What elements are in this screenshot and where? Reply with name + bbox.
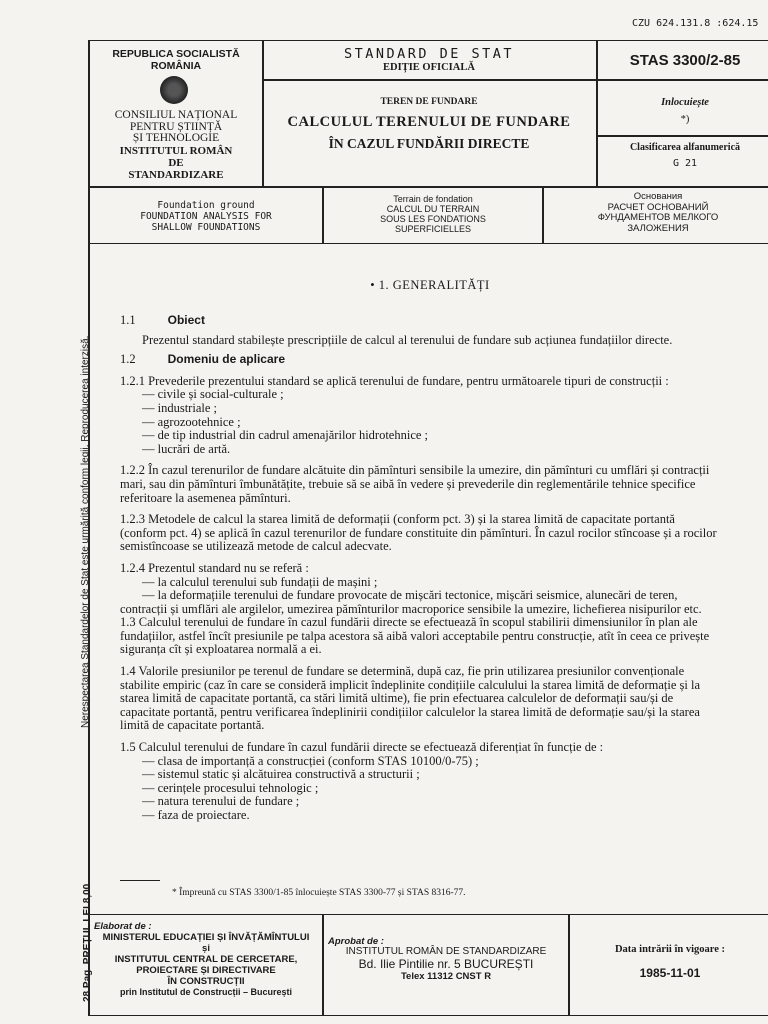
translation-russian: Основания РАСЧЕТ ОСНОВАНИЙ ФУНДАМЕНТОВ МЕЛКОГО ЗАЛОЖЕНИЯ [597,191,719,234]
section-1-4-text: 1.4 Valorile presiunilor pe terenul de fundare se determină, după caz, fie prin utilizarea presiunilor convenționale stabilite empiric (caz în care se consideră implicit îndeplinite condițiile calculului la starea limită de deformație și la starea limită de capacitate portantă, ca stări limită ultime), fie prin efectuarea calculelor de deformații sau/și de capacitate portantă, pentru verificarea îndeplinirii condițiilor calculelor la starea limită de deformație sau/și la starea limită de capacitate portantă. [120,664,700,733]
list-item: — agrozootehnice ; [142,414,241,429]
stas-code: STAS 3300/2-85 [629,52,741,69]
domain-label: TEREN DE FUNDARE [380,97,478,107]
republic-label: REPUBLICA SOCIALISTĂ ROMÂNIA [112,48,240,72]
title-line-2: ÎN CAZUL FUNDĂRII DIRECTE [328,136,530,151]
czu-code: CZU 624.131.8 :624.15 [632,18,759,29]
list-item: — faza de proiectare. [142,808,250,822]
section-1-3-text: 1.3 Calculul terenului de fundare în cazul fundării directe se efectuează în scopul stabilirii dimensiunilor în plan ale fundațiilor, astfel încît presiunile pe talpa acestora să aibă valori acceptabile pentru construcție, atît în ceea ce privește siguranța cît și exploatarea normală a ei. [120,615,710,657]
list-item: — clasa de importanță a construcției (conform STAS 10100/0-75) ; [142,753,479,768]
elaborated-by-org: MINISTERUL EDUCAȚIEI ȘI ÎNVĂȚĂMÎNTULUI și INSTITUTUL CENTRAL DE CERCETARE, PROIECTARE ȘI DIRECTIVARE ÎN CONSTRUCȚII prin Institutul de Construcții – București [102,932,310,997]
council-label: CONSILIUL NAȚIONAL PENTRU ȘTIINȚĂ ȘI TEHNOLOGIE [114,109,238,144]
list-item: — cerințele procesului tehnologic ; [142,780,319,795]
document-body [120,314,720,823]
section-1-2-heading: 1.2 Domeniu de aplicare [120,352,285,367]
footnote: * Împreună cu STAS 3300/1-85 înlocuiește STAS 3300-77 și STAS 8316-77. [172,888,466,898]
list-item: — lucrări de artă. [142,441,231,456]
list-item: — industriale ; [142,400,217,415]
title-line-1: CALCULUL TERENULUI DE FUNDARE [287,114,571,130]
list-item: — de tip industrial din cadrul amenajărilor hidrotehnice ; [142,428,429,443]
standard-title: STANDARD DE STAT [343,46,515,62]
effective-date-label: Data intrării în vigoare : [614,944,726,955]
edition-label: EDIȚIE OFICIALĂ [383,62,475,73]
list-item: — la deformațiile terenului de fundare provocate de mișcări tectonice, mișcări seismice, alunecări de teren, contracții și umflări ale argilelor, umezirea pămînturilor macroporice sensibile la umezire, lichefierea nisipurilor etc. [120,588,702,616]
list-item: — civile și social-culturale ; [142,387,284,402]
list-item: — sistemul static și alcătuirea constructivă a structurii ; [142,767,420,782]
class-label: Clasificarea alfanumerică [629,142,741,153]
section-1-2-4-text: 1.2.4 Prezentul standard nu se referă : [120,560,309,575]
list-item: — natura terenului de fundare ; [142,794,300,809]
section-title: • 1. GENERALITĂȚI [370,278,490,292]
institute-label: INSTITUTUL ROMÂN DE STANDARDIZARE [119,145,233,181]
replaces-label: Inlocuiește [661,97,709,108]
section-1-5-text: 1.5 Calculul terenului de fundare în cazul fundării directe se efectuează diferențiat în funcție de : [120,740,604,755]
price-side-label: 28 Pag. PREȚUL LEI 8,00 [82,883,93,1002]
class-value: G 21 [672,158,698,169]
section-1-1-text: Prezentul standard stabilește prescripțiile de calcul al terenului de fundare sub acțiunea fundațiilor directe. [142,332,673,347]
section-1-2-3-text: 1.2.3 Metodele de calcul la starea limită de deformații (conform pct. 3) și la starea limită de capacitate portantă (conform pct. 4) se aplică în cazul terenurilor de fundare constituite din pămînturi. În cazul rocilor stîncoase și a rocilor semistîncoase se utilizează metode de calcul adecvate. [120,512,717,554]
list-item: — la calculul terenului sub fundații de mașini ; [142,574,378,589]
section-1-2-1-list [120,388,720,456]
legal-side-notice: Nerespectarea Standardelor de Stat este urmărită conform legii. Reproducerea interzisă. [80,335,91,728]
approved-by-label: Aprobat de : [328,936,384,947]
section-1-2-2-text: 1.2.2 În cazul terenurilor de fundare alcătuite din pămînturi sensibile la umezire, din pămînturi cu umflări și contracții mari, sau din pămînturi îmbunătățite, trebuie să se aibă în vedere și prevederile din reglementările tehnice specifice referitoare la asemenea pămînturi. [120,463,710,505]
section-1-2-1-text: 1.2.1 Prevederile prezentului standard se aplică terenului de fundare, pentru următoarele tipuri de construcții : [120,373,669,388]
coat-of-arms-emblem [160,76,188,104]
section-1-1-heading: 1.1 Obiect [120,313,205,327]
replaces-value: *) [680,114,690,125]
section-1-5-list [120,755,720,823]
approved-by-org: INSTITUTUL ROMÂN DE STANDARDIZARE Bd. Ilie Pintilie nr. 5 BUCUREȘTI Telex 11312 CNST R [345,946,547,982]
translation-english: Foundation ground FOUNDATION ANALYSIS FOR SHALLOW FOUNDATIONS [140,200,272,233]
effective-date-value: 1985-11-01 [639,966,701,980]
translation-french: Terrain de fondation CALCUL DU TERRAIN SOUS LES FONDATIONS SUPERFICIELLES [380,194,486,234]
elaborated-by-label: Elaborat de : [94,921,152,932]
section-1-2-4-list [120,576,720,617]
